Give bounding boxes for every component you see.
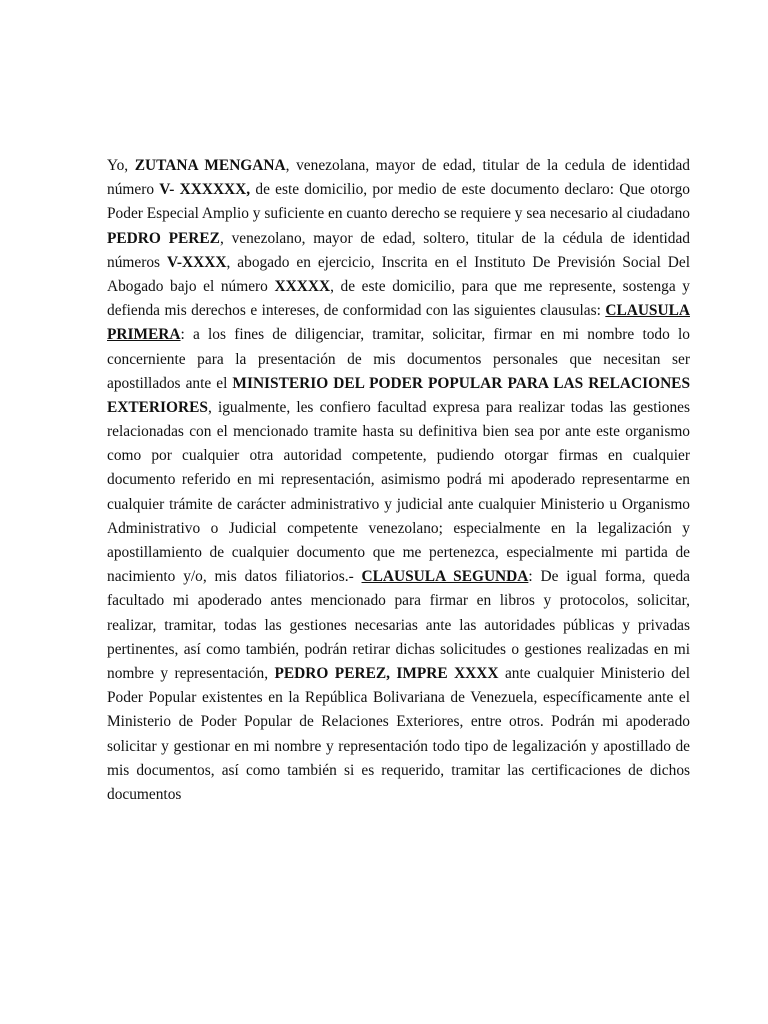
power-of-attorney-text (107, 154, 690, 807)
text-segment: , de este domicilio, para que me represente, sostenga y defienda mis derechos e intereses, de conformidad con las siguientes clausulas: (107, 277, 690, 320)
text-segment: , igualmente, les confiero facultad expresa para realizar todas las gestiones relacionadas con el mencionado tramite hasta su definitiva bien sea por ante este organismo como por cualquier otra autoridad competente, pudiendo otorgar firmas en cualquier documento referido en mi representación, asimismo podrá mi apoderado representarme en cualquier trámite de carácter administrativo y judicial ante cualquier Ministerio u Organismo Administrativo o Judicial competente venezolano; especialmente en la legalización y apostillamiento de cualquier documento que me pertenezca, especialmente mi partida de nacimiento y/o, mis datos filiatorios.- (107, 398, 690, 586)
text-segment: ante cualquier Ministerio del Poder Popular existentes en la República Bolivariana de Venezuela, específicamente ante el Ministerio de Poder Popular de Relaciones Exteriores, entre otros. Podrán mi apoderado solicitar y gestionar en mi nombre y representación todo tipo de legalización y apostillado de mis documentos, así como también si es requerido, tramitar las certificaciones de dichos documentos (107, 664, 690, 803)
attorney-name-impre: PEDRO PEREZ, IMPRE XXXX (274, 664, 499, 682)
text-segment: , abogado en ejercicio, Inscrita en el Instituto De Previsión Social Del Abogado bajo el número (107, 253, 691, 295)
grantor-id-number: V- XXXXXX, (159, 181, 251, 199)
text-segment: Yo, (107, 157, 135, 174)
text-segment: : a los fines de diligenciar, tramitar, solicitar, firmar en mi nombre todo lo concerniente para la presentación de mis documentos personales que necesitan ser apostillados ante el (107, 326, 690, 392)
attorney-name: PEDRO PEREZ (107, 229, 220, 247)
clause-first-heading: CLAUSULA PRIMERA (107, 302, 690, 344)
attorney-registry-number: XXXXX (274, 277, 331, 295)
text-segment: : De igual forma, queda facultado mi apoderado antes mencionado para firmar en libros y protocolos, solicitar, realizar, tramitar, todas las gestiones necesarias ante las autoridades públicas y privadas pertinentes, así como también, podrán retirar dichas solicitudes o gestiones realizadas en mi nombre y representación, (107, 568, 691, 682)
clause-second-heading: CLAUSULA SEGUNDA (361, 568, 529, 586)
grantor-name: ZUTANA MENGANA (134, 157, 286, 174)
text-segment: , venezolano, mayor de edad, soltero, titular de la cédula de identidad números (107, 229, 690, 271)
ministry-name: MINISTERIO DEL PODER POPULAR PARA LAS RELACIONES EXTERIORES (107, 374, 691, 416)
text-segment: de este domicilio, por medio de este documento declaro: Que otorgo Poder Especial Amplio y suficiente en cuanto derecho se requiere y sea necesario al ciudadano (107, 181, 690, 223)
text-segment: , venezolana, mayor de edad, titular de la cedula de identidad número (107, 157, 690, 199)
attorney-id-number: V-XXXX (166, 253, 227, 271)
